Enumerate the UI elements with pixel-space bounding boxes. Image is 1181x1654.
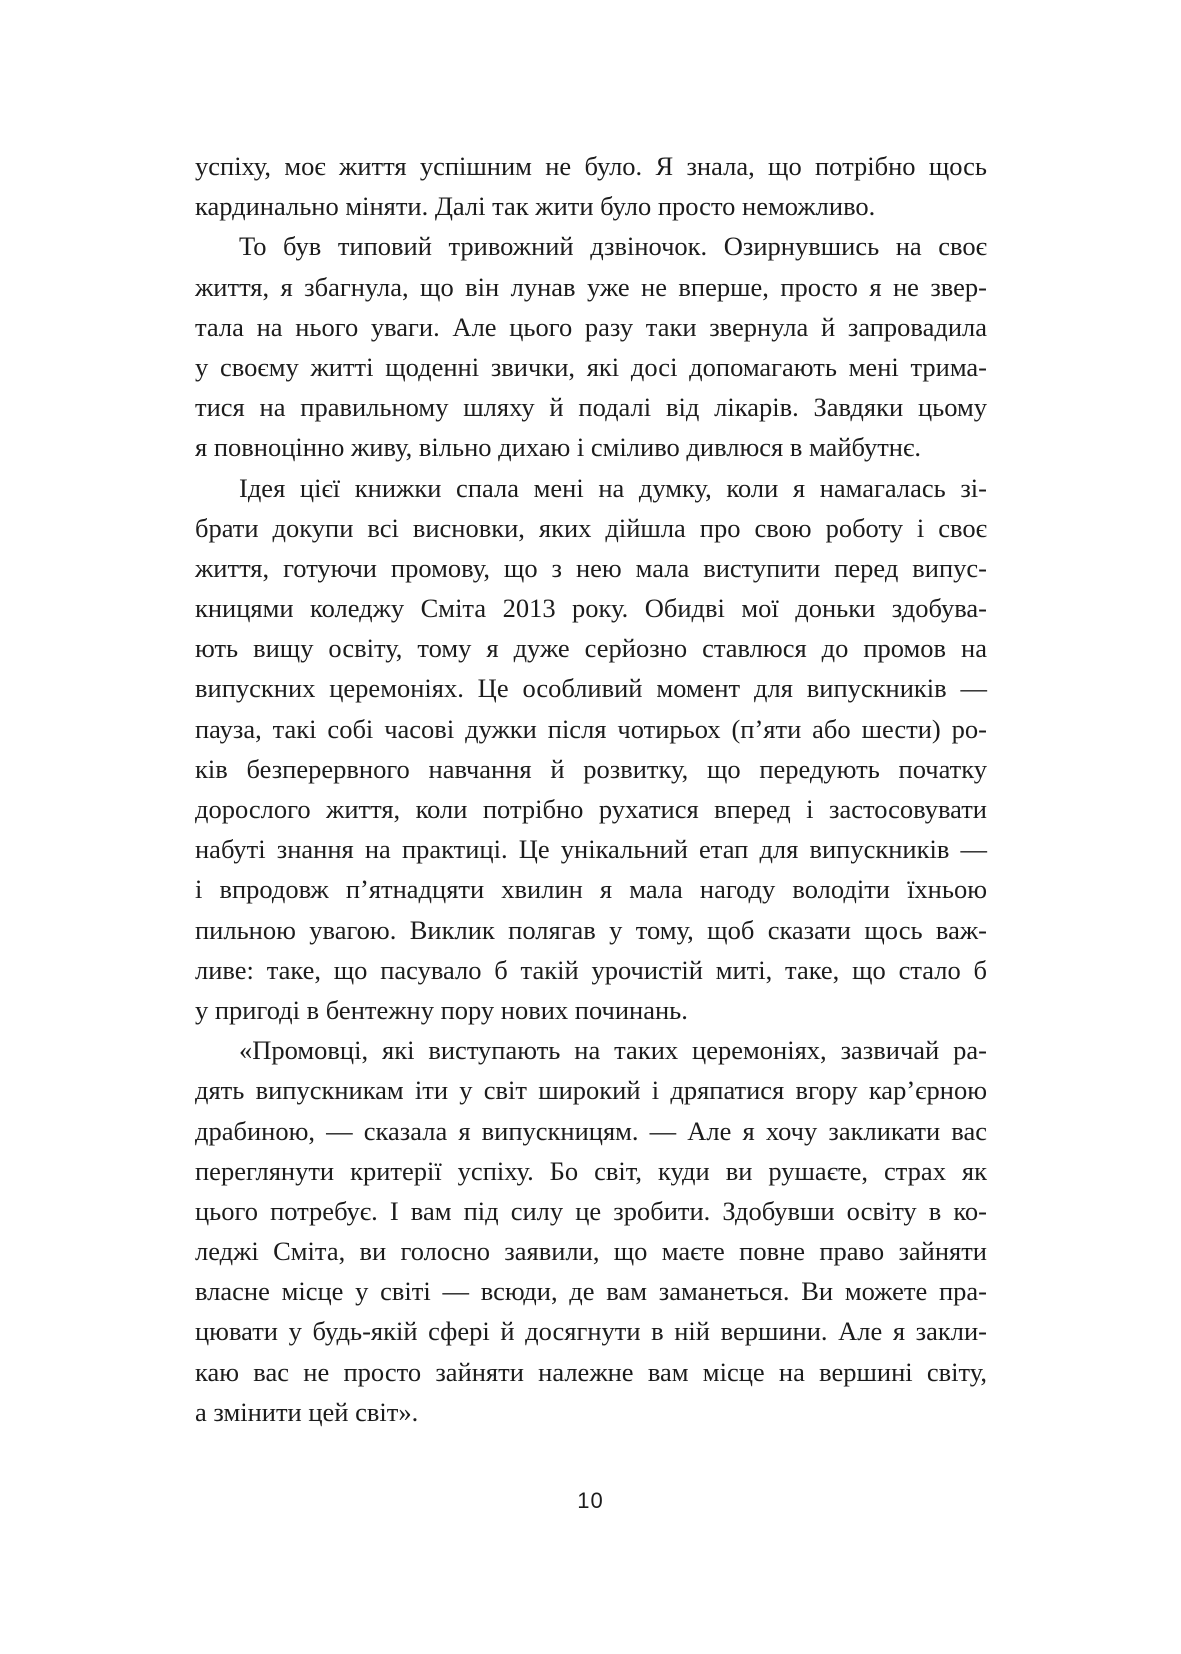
text-line: а змінити цей світ». (195, 1396, 419, 1427)
text-line: Ідея цієї книжки спала мені на думку, коли я намагалась зі- (239, 472, 987, 503)
text-line: дять випускникам іти у світ широкий і дряпатися вгору кар’єрною (195, 1075, 987, 1106)
text-line: я повноцінно живу, вільно дихаю і сміливо дивлюся в майбутнє. (195, 432, 921, 463)
text-line: То був типовий тривожний дзвіночок. Озирнувшись на своє (239, 231, 987, 262)
text-line: успіху, моє життя успішним не було. Я знала, що потрібно щось (195, 151, 987, 181)
text-line: ків безперервного навчання й розвитку, що передують початку (195, 753, 987, 784)
text-line: каю вас не просто зайняти належне вам місце на вершині світу, (195, 1356, 987, 1387)
text-line: ють вищу освіту, тому я дуже серйозно ставлюся до промов на (195, 633, 987, 664)
text-line: набуті знання на практиці. Це унікальний етап для випускників — (195, 834, 987, 865)
text-line: «Промовці, які виступають на таких церемоніях, зазвичай ра- (239, 1035, 987, 1066)
text-line: тала на нього уваги. Але цього разу таки звернула й запровадила (195, 311, 987, 342)
text-line: життя, готуючи промову, що з нею мала виступити перед випус- (195, 552, 987, 583)
text-line: і впродовж п’ятнадцяти хвилин я мала нагоду володіти їхньою (195, 874, 987, 905)
text-line: драбиною, — сказала я випускницям. — Але я хочу закликати вас (195, 1115, 987, 1146)
text-line: пильною увагою. Виклик полягав у тому, щоб сказати щось важ- (195, 914, 987, 945)
text-line: кницями коледжу Сміта 2013 року. Обидві мої доньки здобува- (195, 593, 987, 624)
text-line: дорослого життя, коли потрібно рухатися вперед і застосовувати (195, 794, 987, 824)
text-line: брати докупи всі висновки, яких дійшла про свою роботу і своє (195, 512, 987, 543)
text-line: пауза, такі собі часові дужки після чотирьох (п’яти або шести) ро- (195, 713, 987, 744)
text-line: цього потребує. І вам під силу це зробити. Здобувши освіту в ко- (195, 1195, 987, 1226)
text-line: у пригоді в бентежну пору нових починань. (195, 994, 688, 1025)
text-line: цювати у будь-якій сфері й досягнути в ній вершини. Але я закли- (195, 1316, 987, 1347)
body-text (195, 146, 987, 1432)
text-line: переглянути критерії успіху. Бо світ, куди ви рушаєте, страх як (195, 1155, 987, 1186)
text-line: тися на правильному шляху й подалі від лікарів. Завдяки цьому (195, 392, 987, 423)
text-line: у своєму житті щоденні звички, які досі допомагають мені трима- (195, 351, 987, 382)
text-line: власне місце у світі — всюди, де вам заманеться. Ви можете пра- (195, 1276, 987, 1307)
text-line: ливе: таке, що пасувало б такій урочистій миті, таке, що стало б (195, 954, 987, 985)
text-line: випускних церемоніях. Це особливий момент для випускників — (195, 673, 987, 704)
text-line: кардинально міняти. Далі так жити було просто неможливо. (195, 191, 876, 222)
text-line: леджі Сміта, ви голосно заявили, що маєте повне право зайняти (195, 1236, 987, 1267)
text-line: життя, я збагнула, що він лунав уже не вперше, просто я не звер- (195, 271, 987, 302)
page-number: 10 (577, 1488, 604, 1513)
